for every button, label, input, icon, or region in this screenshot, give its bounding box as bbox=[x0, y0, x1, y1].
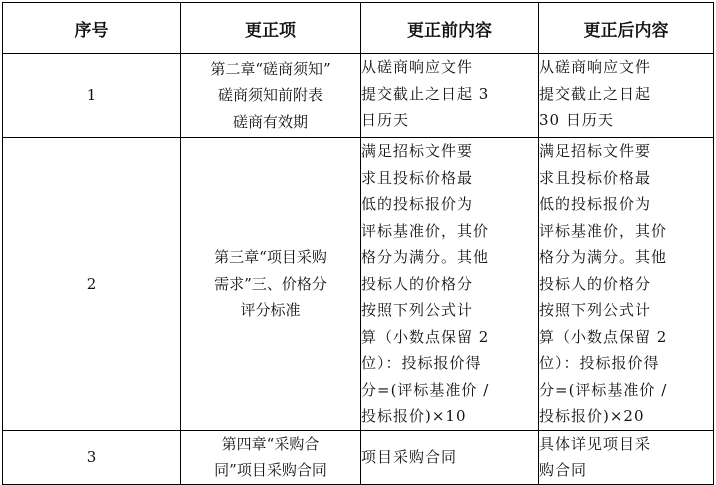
cell-line: 按照下列公式计 bbox=[361, 301, 474, 319]
cell-line: 项目采购合同 bbox=[361, 447, 458, 466]
correction-item-cell bbox=[181, 54, 361, 138]
cell-line: 投标报价)×10 bbox=[361, 407, 467, 425]
cell-line: 购合同 bbox=[539, 461, 588, 479]
cell-line: 提交截止之日起 bbox=[539, 84, 652, 103]
table-header-row bbox=[3, 3, 714, 54]
header-serial-number: 序号 bbox=[3, 3, 181, 54]
cell-line: 投标人的价格分 bbox=[361, 274, 474, 293]
cell-line: 30 日历天 bbox=[539, 111, 614, 129]
table-row bbox=[3, 54, 714, 138]
cell-line: 日历天 bbox=[361, 111, 410, 129]
cell-line: 低的投标报价为 bbox=[361, 195, 474, 213]
cell-line: 评标基准价，其价 bbox=[361, 221, 490, 240]
cell-line: 求且投标价格最 bbox=[361, 168, 474, 187]
content-before-cell bbox=[361, 430, 539, 484]
table-row bbox=[3, 138, 714, 431]
cell-line: 从磋商响应文件 bbox=[361, 58, 474, 76]
cell-line: 满足招标文件要 bbox=[361, 142, 474, 160]
cell-line: 算（小数点保留 2 bbox=[361, 327, 490, 346]
content-after-cell bbox=[539, 430, 714, 484]
correction-item-cell bbox=[181, 430, 361, 484]
row-number: 1 bbox=[3, 54, 181, 138]
content-before-cell bbox=[361, 54, 539, 138]
content-after-cell bbox=[539, 138, 714, 431]
header-correction-item: 更正项 bbox=[181, 3, 361, 54]
cell-line: 第三章“项目采购 bbox=[214, 248, 327, 266]
cell-line: 求且投标价格最 bbox=[539, 168, 652, 187]
correction-table bbox=[2, 2, 714, 485]
correction-item-cell bbox=[181, 138, 361, 431]
cell-line: 提交截止之日起 3 bbox=[361, 84, 490, 103]
table-row bbox=[3, 430, 714, 484]
cell-line: 评标基准价，其价 bbox=[539, 221, 668, 240]
cell-line: 位）：投标报价得 bbox=[539, 354, 660, 372]
cell-line: 磋商须知前附表 bbox=[217, 86, 323, 105]
cell-line: 满足招标文件要 bbox=[539, 142, 652, 160]
cell-line: 算（小数点保留 2 bbox=[539, 327, 668, 346]
cell-line: 同”项目采购合同 bbox=[214, 461, 327, 479]
cell-line: 位）：投标报价得 bbox=[361, 354, 482, 372]
cell-line: 磋商有效期 bbox=[232, 112, 308, 131]
cell-line: 分=(评标基准价 / bbox=[361, 380, 490, 399]
cell-line: 低的投标报价为 bbox=[539, 195, 652, 213]
header-content-before: 更正前内容 bbox=[361, 3, 539, 54]
cell-line: 从磋商响应文件 bbox=[539, 58, 652, 76]
cell-line: 具体详见项目采 bbox=[539, 434, 652, 453]
content-before-cell bbox=[361, 138, 539, 431]
cell-line: 第四章“采购合 bbox=[221, 434, 320, 453]
cell-line: 评分标准 bbox=[240, 301, 301, 319]
cell-line: 投标报价)×20 bbox=[539, 407, 645, 425]
cell-line: 投标人的价格分 bbox=[539, 274, 652, 293]
cell-line: 格分为满分。其他 bbox=[361, 248, 490, 266]
cell-line: 按照下列公式计 bbox=[539, 301, 652, 319]
header-content-after: 更正后内容 bbox=[539, 3, 714, 54]
row-number: 3 bbox=[3, 430, 181, 484]
cell-line: 格分为满分。其他 bbox=[539, 248, 668, 266]
cell-line: 需求”三、价格分 bbox=[214, 274, 327, 293]
cell-line: 第二章“磋商须知” bbox=[210, 59, 331, 78]
cell-line: 分=(评标基准价 / bbox=[539, 380, 668, 399]
row-number: 2 bbox=[3, 138, 181, 431]
content-after-cell bbox=[539, 54, 714, 138]
